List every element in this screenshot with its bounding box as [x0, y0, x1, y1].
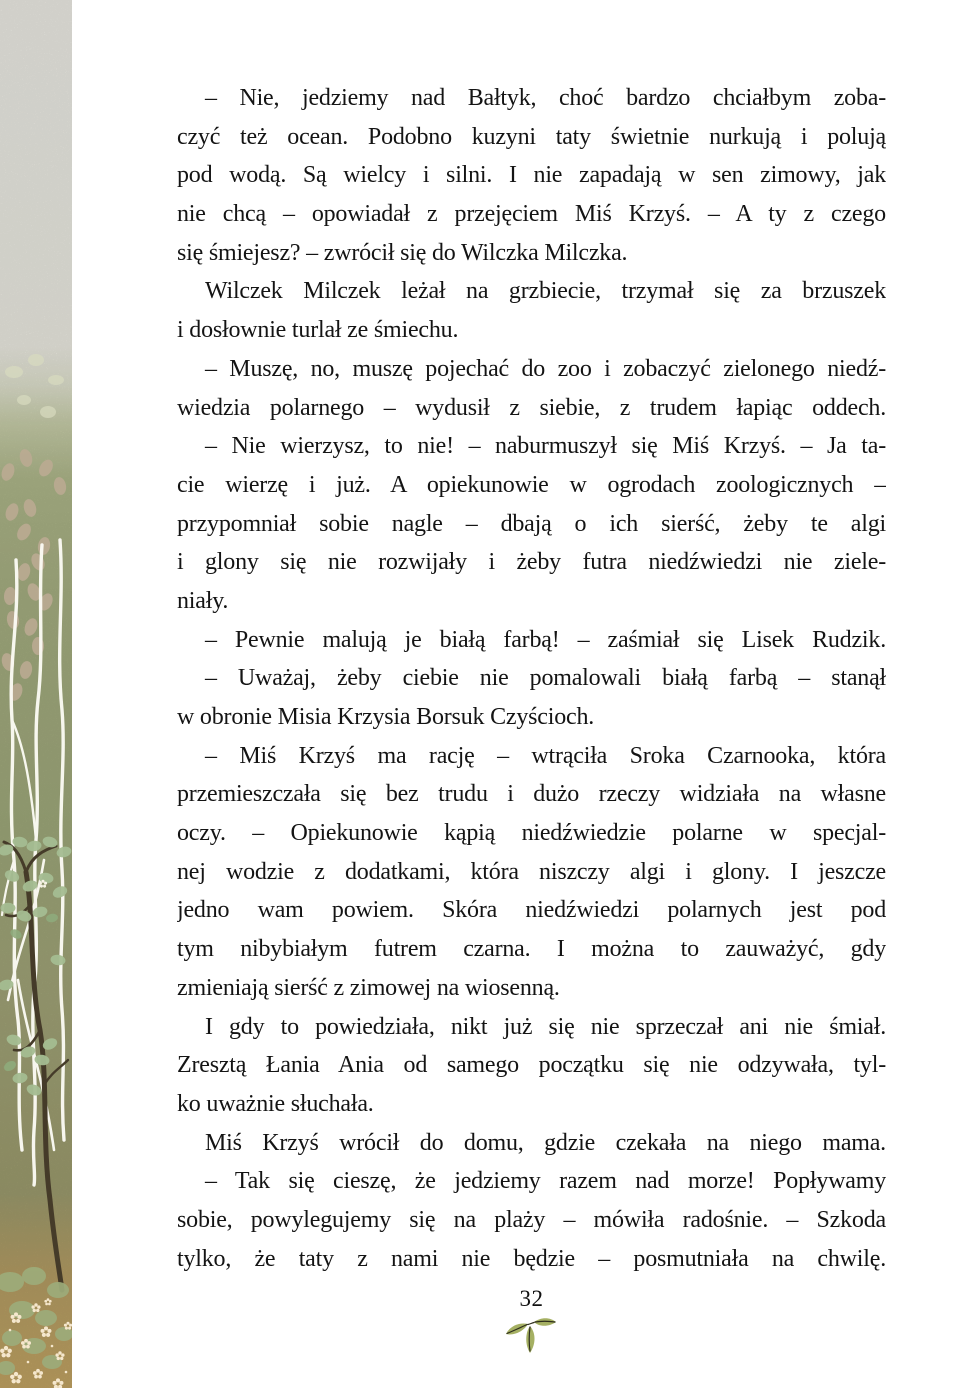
paragraph — [177, 1008, 886, 1124]
text-line: nej wodzie z dodatkami, która niszczy algi i glony. I jeszcze — [177, 858, 886, 885]
text-line: przypomniał sobie nagle – dbają o ich sierść, żeby te algi — [177, 510, 886, 537]
text-line: – Miś Krzyś ma rację – wtrąciła Sroka Czarnooka, która — [205, 742, 886, 769]
paragraph — [177, 1124, 886, 1163]
text-line: tym nibybiałym futrem czarna. I można to zauważyć, gdy — [177, 936, 886, 963]
margin-illustration — [0, 0, 72, 1388]
text-line: – Uważaj, żeby ciebie nie pomalowali białą farbą – stanął — [205, 665, 886, 692]
text-line: się śmiejesz? – zwrócił się do Wilczka Milczka. — [177, 239, 628, 266]
text-line: i dosłownie turlał ze śmiechu. — [177, 317, 459, 344]
text-line: w obronie Misia Krzysia Borsuk Czyścioch. — [177, 704, 595, 730]
text-line: zmieniają sierść z zimowej na wiosenną. — [177, 974, 560, 1001]
text-block — [177, 79, 886, 1278]
text-line: niały. — [177, 587, 229, 614]
text-line: Miś Krzyś wrócił do domu, gdzie czekała na niego mama. — [205, 1129, 886, 1156]
text-line: jedno wam powiem. Skóra niedźwiedzi polarnych jest pod — [177, 897, 886, 924]
text-line: sobie, powylegujemy się na plaży – mówiła radośnie. – Szkoda — [177, 1206, 886, 1233]
text-line: – Nie, jedziemy nad Bałtyk, choć bardzo chciałbym zoba- — [205, 85, 886, 111]
paragraph — [177, 427, 886, 620]
paragraph — [177, 79, 886, 272]
text-line: pod wodą. Są wielcy i silni. I nie zapadają w sen zimowy, jak — [177, 162, 886, 189]
leaf-sprout-ornament — [503, 1315, 559, 1355]
text-line: ko uważnie słuchała. — [177, 1090, 374, 1117]
paragraph — [177, 737, 886, 1008]
paragraph — [177, 350, 886, 427]
paragraph — [177, 1162, 886, 1278]
text-line: Zresztą Łania Ania od samego początku się nie odzywała, tyl- — [177, 1052, 886, 1079]
text-line: i glony się nie rozwijały i żeby futra niedźwiedzi nie ziele- — [177, 549, 886, 576]
page-number: 32 — [519, 1286, 544, 1311]
paragraph — [177, 659, 886, 736]
text-line: czyć też ocean. Podobno kuzyni taty świetnie nurkują i polują — [177, 123, 886, 150]
text-line: nie chcą – opowiadał z przejęciem Miś Krzyś. – A ty z czego — [177, 201, 886, 228]
text-line: – Tak się cieszę, że jedziemy razem nad morze! Popływamy — [205, 1168, 886, 1195]
text-line: Wilczek Milczek leżał na grzbiecie, trzymał się za brzuszek — [205, 278, 886, 305]
three-leaves-icon — [503, 1315, 559, 1355]
paragraph — [177, 621, 886, 660]
text-line: oczy. – Opiekunowie kąpią niedźwiedzie polarne w specjal- — [177, 820, 886, 847]
text-line: – Muszę, no, muszę pojechać do zoo i zobaczyć zielonego niedź- — [205, 355, 886, 382]
text-line: przemieszczała się bez trudu i dużo rzeczy widziała na własne — [177, 781, 886, 808]
text-line: I gdy to powiedziała, nikt już się nie sprzeczał ani nie śmiał. — [205, 1013, 886, 1040]
text-line: – Nie wierzysz, to nie! – naburmuszył się Miś Krzyś. – Ja ta- — [205, 433, 886, 460]
text-line: tylko, że taty z nami nie będzie – posmutniała na chwilę. — [177, 1245, 886, 1272]
watercolor-plants-art — [0, 0, 72, 1388]
text-line: wiedzia polarnego – wydusił z siebie, z trudem łapiąc oddech. — [177, 394, 886, 421]
text-line: – Pewnie malują je białą farbą! – zaśmiał się Lisek Rudzik. — [205, 626, 886, 653]
text-line: cie wierzę i już. A opiekunowie w ogrodach zoologicznych – — [177, 471, 886, 498]
paragraph — [177, 272, 886, 349]
